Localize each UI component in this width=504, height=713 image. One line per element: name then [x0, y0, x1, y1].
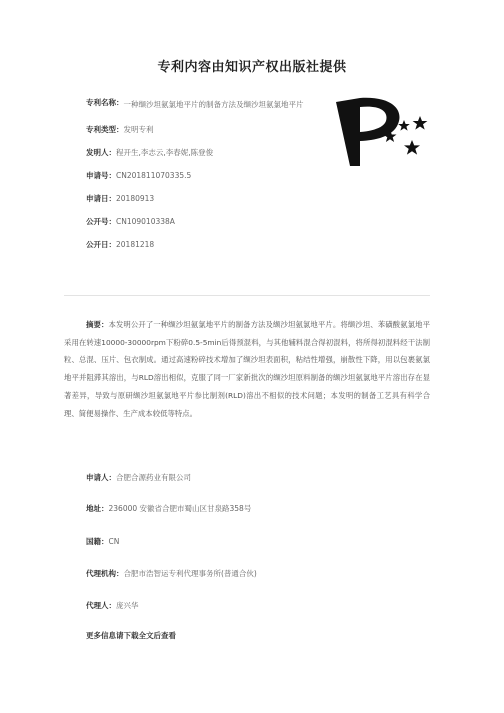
abstract-text: 本发明公开了一种缬沙坦氨氯地平片的制备方法及缬沙坦氨氯地平片。将缬沙坦、苯磺酸氨氯地平采用在转速10000-30000rpm下粉碎0.5-5min后得预混料，与其他辅料混合得初混料，将所得初混料经干法制粒、总混、压片、包衣制成。通过高速粉碎技术增加了缬沙坦表面积，粘结性增强，崩散性下降，用以包裹氨氯地平并阻滞其溶出，与RLD溶出相似，克服了同一厂家新批次的缬沙坦原料制备的缬沙坦氨氯地平片溶出存在显著差异，导致与原研缬沙坦氨氯地平片参比制剂(RLD)溶出不相似的技术问题；本发明的制备工艺具有科学合理、简便易操作、生产成本较低等特点。	[64, 320, 430, 418]
meta-row-inventors	[86, 148, 336, 158]
meta-key: 发明人：	[86, 148, 116, 157]
info-applicant	[86, 472, 191, 483]
meta-row-type	[86, 125, 336, 135]
meta-value: 发明专利	[123, 125, 154, 134]
meta-value: 程开生,李志云,李春妮,陈登俊	[116, 148, 214, 157]
meta-key: 公开号：	[86, 217, 116, 226]
meta-value: CN109010338A	[116, 217, 175, 226]
info-key: 申请人：	[86, 473, 116, 482]
meta-value: CN201811070335.5	[116, 171, 192, 180]
meta-key: 申请号：	[86, 171, 116, 180]
info-value: 庞兴华	[116, 601, 139, 610]
info-address	[86, 503, 251, 514]
info-key: 代理机构：	[86, 569, 124, 578]
meta-row-application-number	[86, 171, 336, 181]
info-key: 代理人：	[86, 601, 116, 610]
meta-key: 专利类型：	[86, 125, 124, 134]
meta-key: 专利名称：	[86, 98, 124, 107]
page-title: 专利内容由知识产权出版社提供	[157, 60, 347, 75]
meta-value: 20181218	[116, 240, 155, 249]
info-key: 地址：	[86, 504, 109, 513]
info-value: 合肥合源药业有限公司	[116, 473, 191, 482]
info-agency	[86, 568, 257, 579]
meta-row-publication-number	[86, 217, 336, 227]
abstract-key: 摘要：	[86, 320, 109, 329]
info-value: 236000 安徽省合肥市蜀山区甘泉路358号	[108, 504, 252, 513]
info-agent	[86, 600, 139, 611]
patent-office-emblem-icon	[330, 96, 440, 172]
meta-row-application-date	[86, 194, 336, 204]
section-divider	[64, 295, 430, 296]
meta-value: 20180913	[116, 194, 155, 203]
info-nationality	[86, 536, 119, 547]
info-key: 国籍：	[86, 537, 109, 546]
meta-value: 一种缬沙坦氨氯地平片的制备方法及缬沙坦氨氯地平片	[123, 100, 304, 109]
meta-row-publication-date	[86, 240, 336, 250]
meta-key: 申请日：	[86, 194, 116, 203]
patent-meta	[86, 98, 336, 263]
meta-row-title	[86, 98, 336, 112]
info-value: CN	[108, 537, 120, 546]
abstract	[64, 316, 430, 422]
more-info-note: 更多信息请下载全文后查看	[86, 631, 176, 640]
info-value: 合肥市浩智运专利代理事务所(普通合伙)	[123, 569, 257, 578]
meta-key: 公开日：	[86, 240, 116, 249]
